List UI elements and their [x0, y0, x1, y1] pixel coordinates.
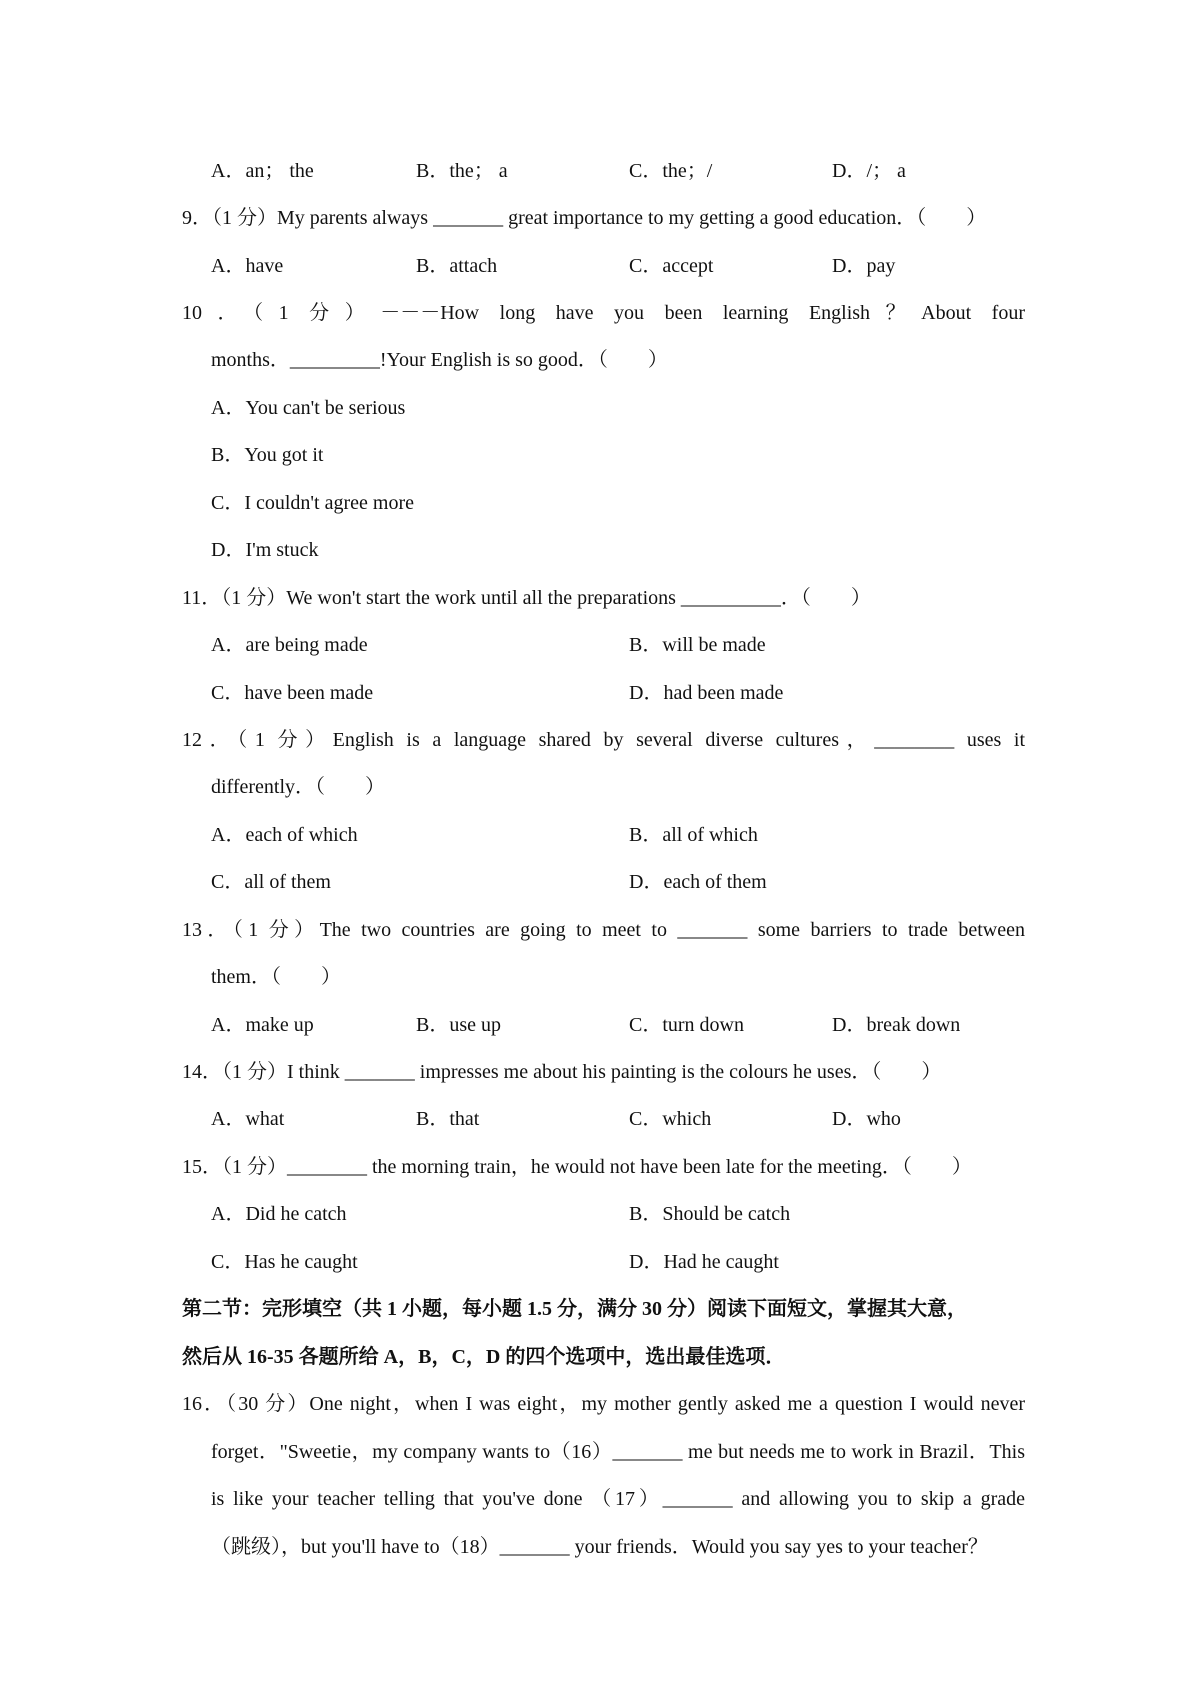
- q12-option-d: D．each of them: [629, 871, 767, 893]
- q8-option-b: B．the； a: [416, 160, 508, 182]
- q15-option-c: C．Has he caught: [211, 1251, 358, 1273]
- q12-stem-line1: 12．（1 分）English is a language shared by several diverse cultures，________ uses it: [182, 729, 1025, 751]
- q8-option-a: A．an； the: [211, 160, 314, 182]
- q11-option-d: D．had been made: [629, 682, 784, 704]
- q14-option-b: B．that: [416, 1108, 480, 1130]
- q16-line1: 16．（30 分）One night，when I was eight，my mother gently asked me a question I would never: [182, 1393, 1025, 1415]
- q15-option-b: B．Should be catch: [629, 1203, 791, 1225]
- q12-option-a: A．each of which: [211, 824, 358, 846]
- q14-option-c: C．which: [629, 1108, 712, 1130]
- q14-option-d: D．who: [832, 1108, 901, 1130]
- q11-option-b: B．will be made: [629, 634, 766, 656]
- q13-stem-line2: them．（ ）: [211, 966, 341, 988]
- q16-line2: forget．"Sweetie，my company wants to（16）_______ me but needs me to work in Brazil．This: [211, 1441, 1025, 1463]
- q11-stem: 11．（1 分）We won't start the work until all the preparations __________．（ ）: [182, 587, 871, 609]
- q14-stem: 14．（1 分）I think _______ impresses me about his painting is the colours he uses．（ ）: [182, 1061, 942, 1083]
- q8-option-c: C．the；/: [629, 160, 713, 182]
- q8-option-d: D．/； a: [832, 160, 906, 182]
- q13-stem-line1: 13．（1 分）The two countries are going to meet to _______ some barriers to trade between: [182, 919, 1025, 941]
- q11-option-a: A．are being made: [211, 634, 368, 656]
- q10-option-a: A．You can't be serious: [211, 397, 406, 419]
- q15-option-d: D．Had he caught: [629, 1251, 779, 1273]
- q13-option-a: A．make up: [211, 1014, 314, 1036]
- q10-option-c: C．I couldn't agree more: [211, 492, 414, 514]
- q16-line3: is like your teacher telling that you've done （17）_______ and allowing you to skip a grade: [211, 1488, 1025, 1510]
- q10-stem-line1: 10．（1 分）－－－How long have you been learning English？About four: [182, 302, 1025, 324]
- q9-option-d: D．pay: [832, 255, 896, 277]
- q9-option-a: A．have: [211, 255, 284, 277]
- q14-option-a: A．what: [211, 1108, 285, 1130]
- q11-option-c: C．have been made: [211, 682, 374, 704]
- q15-option-a: A．Did he catch: [211, 1203, 347, 1225]
- q12-stem-line2: differently．（ ）: [211, 776, 386, 798]
- section2-heading-line2: 然后从 16-35 各题所给 A，B，C，D 的四个选项中，选出最佳选项．: [182, 1346, 786, 1368]
- q15-stem: 15．（1 分）________ the morning train，he would not have been late for the meeting．（ ）: [182, 1156, 972, 1178]
- q13-option-d: D．break down: [832, 1014, 961, 1036]
- q12-option-c: C．all of them: [211, 871, 331, 893]
- q9-stem: 9．（1 分）My parents always _______ great importance to my getting a good education．（ ）: [182, 207, 987, 229]
- section2-heading-line1: 第二节：完形填空（共 1 小题，每小题 1.5 分，满分 30 分）阅读下面短文，掌握其大意，: [182, 1298, 967, 1320]
- q16-line4: （跳级），but you'll have to（18）_______ your friends．Would you say yes to your teacher？: [211, 1536, 988, 1558]
- q9-option-b: B．attach: [416, 255, 498, 277]
- q10-stem-line2: months．_________!Your English is so good．（ ）: [211, 349, 668, 371]
- q13-option-b: B．use up: [416, 1014, 501, 1036]
- q10-option-d: D．I'm stuck: [211, 539, 319, 561]
- q13-option-c: C．turn down: [629, 1014, 744, 1036]
- q9-option-c: C．accept: [629, 255, 714, 277]
- q10-option-b: B．You got it: [211, 444, 324, 466]
- q12-option-b: B．all of which: [629, 824, 758, 846]
